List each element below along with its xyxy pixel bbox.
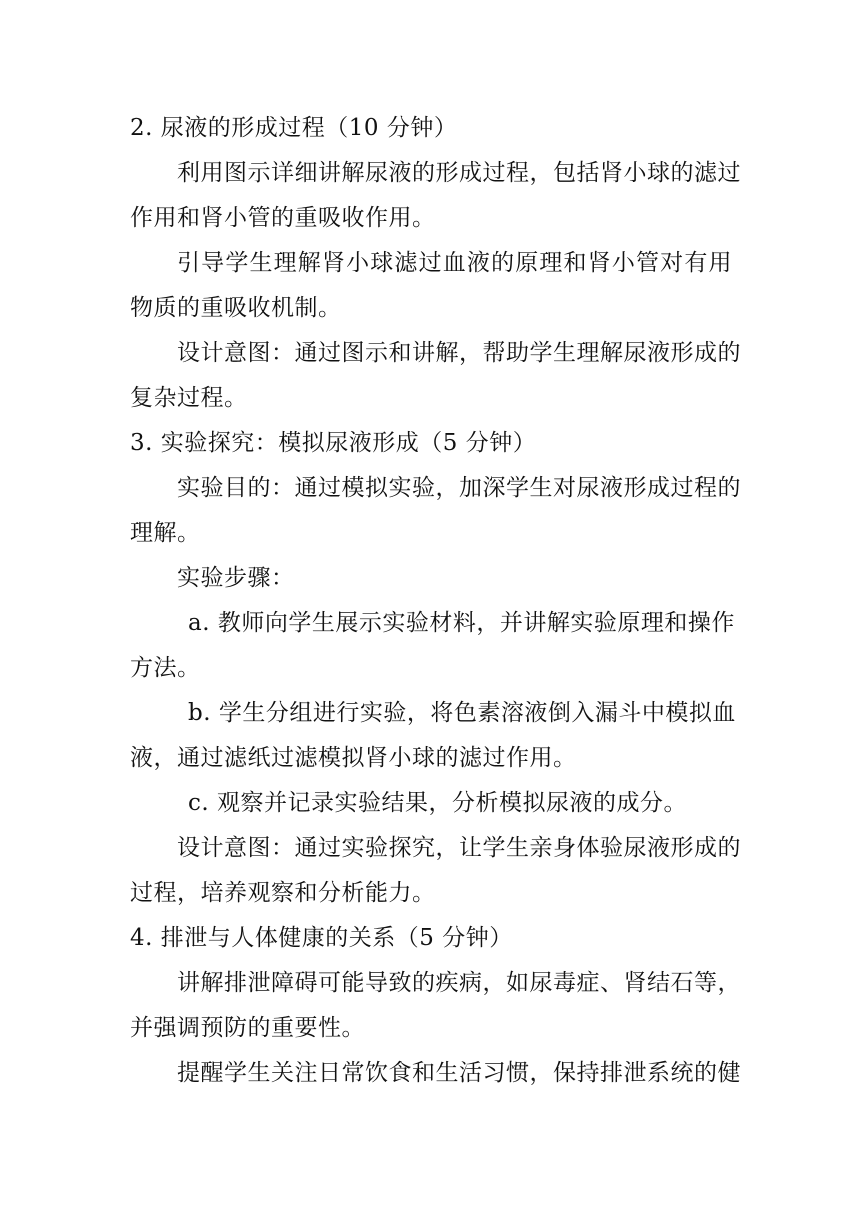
section-heading: 2. 尿液的形成过程（10 分钟） bbox=[130, 115, 458, 141]
paragraph-line: 并强调预防的重要性。 bbox=[130, 1015, 365, 1041]
paragraph-line: 作用和肾小管的重吸收作用。 bbox=[130, 205, 436, 231]
paragraph-line: 物质的重吸收机制。 bbox=[130, 295, 342, 321]
section-heading: 4. 排泄与人体健康的关系（5 分钟） bbox=[130, 925, 513, 951]
paragraph-line: 讲解排泄障碍可能导致的疾病，如尿毒症、肾结石等， bbox=[177, 970, 741, 996]
paragraph-line: 复杂过程。 bbox=[130, 385, 248, 411]
list-item-line: b. 学生分组进行实验，将色素溶液倒入漏斗中模拟血 bbox=[188, 700, 736, 726]
paragraph-line: 理解。 bbox=[130, 520, 201, 546]
list-item-line: 方法。 bbox=[130, 655, 201, 681]
paragraph-line: 提醒学生关注日常饮食和生活习惯，保持排泄系统的健 bbox=[177, 1060, 741, 1086]
paragraph-line: 实验步骤： bbox=[177, 565, 295, 591]
paragraph-line: 过程，培养观察和分析能力。 bbox=[130, 880, 436, 906]
paragraph-line: 利用图示详细讲解尿液的形成过程，包括肾小球的滤过 bbox=[177, 160, 741, 186]
section-heading: 3. 实验探究：模拟尿液形成（5 分钟） bbox=[130, 430, 537, 456]
list-item-line: 液，通过滤纸过滤模拟肾小球的滤过作用。 bbox=[130, 745, 577, 771]
paragraph-line: 设计意图：通过图示和讲解，帮助学生理解尿液形成的 bbox=[177, 340, 741, 366]
paragraph-line: 设计意图：通过实验探究，让学生亲身体验尿液形成的 bbox=[177, 835, 741, 861]
paragraph-line: 实验目的：通过模拟实验，加深学生对尿液形成过程的 bbox=[177, 475, 741, 501]
list-item-line: c. 观察并记录实验结果，分析模拟尿液的成分。 bbox=[188, 790, 688, 816]
document-page bbox=[130, 106, 741, 1096]
paragraph-line: 引导学生理解肾小球滤过血液的原理和肾小管对有用 bbox=[177, 250, 732, 276]
list-item-line: a. 教师向学生展示实验材料，并讲解实验原理和操作 bbox=[188, 610, 735, 636]
